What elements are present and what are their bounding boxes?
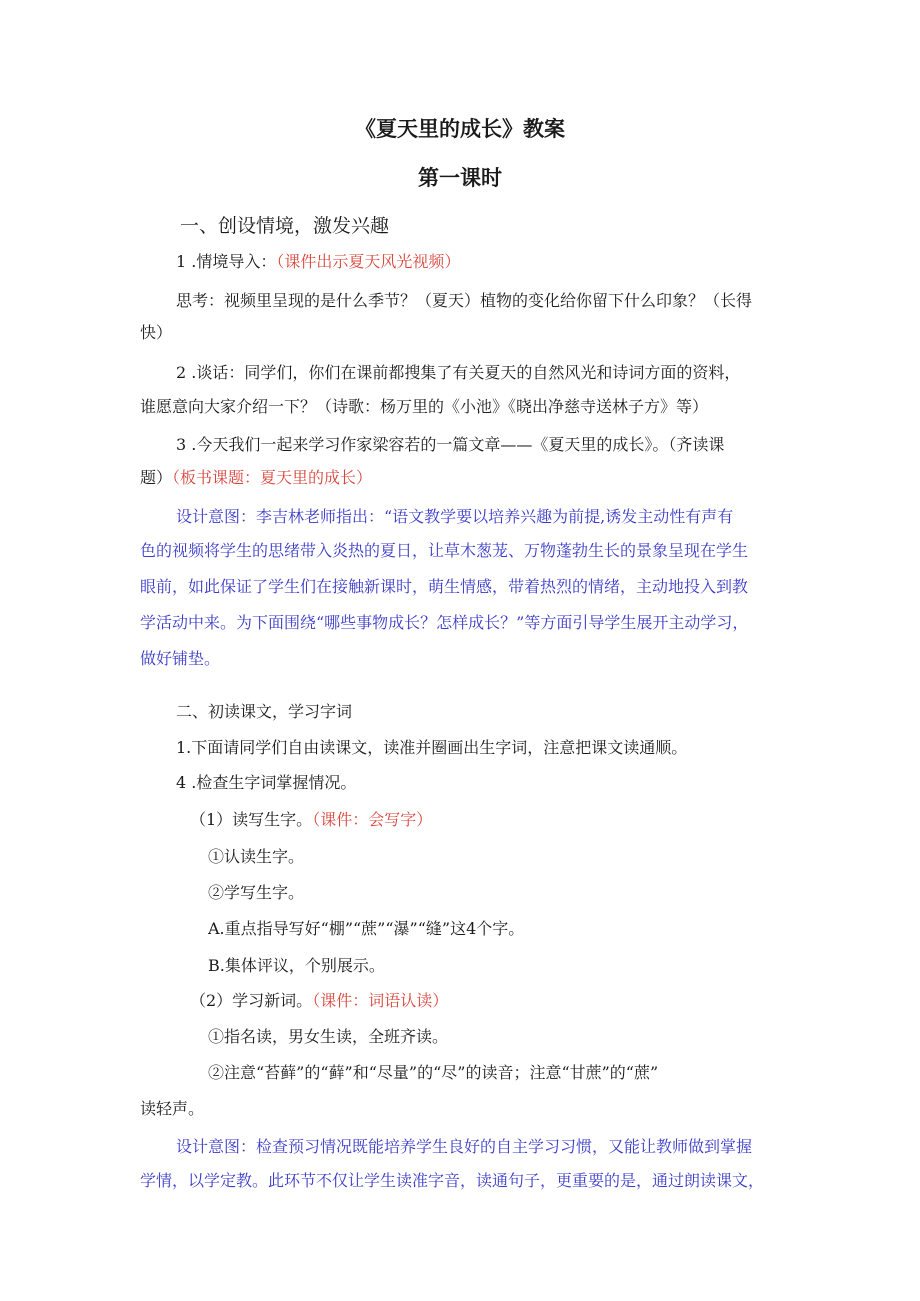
design-intent-line: 设计意图：李吉林老师指出：“语文教学要以培养兴趣为前提,诱发主动性有声有 <box>176 507 734 526</box>
list-item: A.重点指导写好“棚”“蔗”“瀑”“缝”这4个字。 <box>208 919 525 938</box>
design-intent-line: 做好铺垫。 <box>140 649 221 668</box>
item-label: 1 .情境导入： <box>176 252 277 271</box>
paragraph <box>176 251 826 273</box>
paragraph-line: 快） <box>140 323 173 342</box>
list-item-continuation: 读轻声。 <box>140 1099 205 1118</box>
blackboard-note: （板书课题：夏天里的成长） <box>172 468 373 487</box>
paragraph-line: 思考：视频里呈现的是什么季节？（夏天）植物的变化给你留下什么印象？（长得 <box>176 291 753 310</box>
paragraph: 1.下面请同学们自由读课文，读准并圈画出生字词，注意把课文读通顺。 <box>176 738 688 757</box>
paragraph: 4 .检查生字词掌握情况。 <box>176 773 357 792</box>
list-item: ②学写生字。 <box>208 883 305 902</box>
sub-item <box>190 990 840 1012</box>
document-title: 《夏天里的成长》教案 <box>355 117 565 141</box>
courseware-note: （课件出示夏天风光视频） <box>276 252 461 271</box>
list-item: ①指名读，男女生读，全班齐读。 <box>208 1027 449 1046</box>
list-item: ①认读生字。 <box>208 847 305 866</box>
design-intent-line: 学情，以学定教。此环节不仅让学生读准字音，读通句子，更重要的是，通过朗读课文， <box>140 1171 765 1190</box>
courseware-note: （课件：会写字） <box>312 810 433 829</box>
design-intent-line: 色的视频将学生的思绪带入炎热的夏日，让草木葱茏、万物蓬勃生长的景象呈现在学生 <box>140 541 749 560</box>
design-intent-line: 学活动中来。为下面围绕“哪些事物成长？怎样成长？”等方面引导学生展开主动学习， <box>140 613 749 632</box>
section-heading: 二、初读课文，学习字词 <box>176 702 353 721</box>
list-item: B.集体评议，个别展示。 <box>208 956 385 975</box>
lesson-subtitle: 第一课时 <box>418 166 502 190</box>
design-intent-line: 眼前，如此保证了学生们在接触新课时，萌生情感，带着热烈的情绪，主动地投入到教 <box>140 577 749 596</box>
item-label: （1）读写生字。 <box>190 810 313 829</box>
item-label: （2）学习新词。 <box>190 991 313 1010</box>
paragraph-line <box>140 467 790 489</box>
paragraph-line: 2 .谈话：同学们，你们在课前都搜集了有关夏天的自然风光和诗词方面的资料， <box>176 363 741 382</box>
list-item: ②注意“苔藓”的“藓”和“尽量”的“尽”的读音；注意“甘蔗”的“蔗” <box>208 1063 659 1082</box>
courseware-note: （课件：词语认读） <box>312 991 449 1010</box>
text: 题） <box>140 468 173 487</box>
paragraph-line: 3 .今天我们一起来学习作家梁容若的一篇文章——《夏天里的成长》。（齐读课 <box>176 435 725 454</box>
section-heading: 一、创设情境，激发兴趣 <box>180 215 390 237</box>
sub-item <box>190 809 840 831</box>
design-intent-line: 设计意图：检查预习情况既能培养学生良好的自主学习习惯，又能让教师做到掌握 <box>176 1137 753 1156</box>
paragraph-line: 谁愿意向大家介绍一下？（诗歌：杨万里的《小池》《晓出净慈寺送林子方》等） <box>140 397 709 416</box>
